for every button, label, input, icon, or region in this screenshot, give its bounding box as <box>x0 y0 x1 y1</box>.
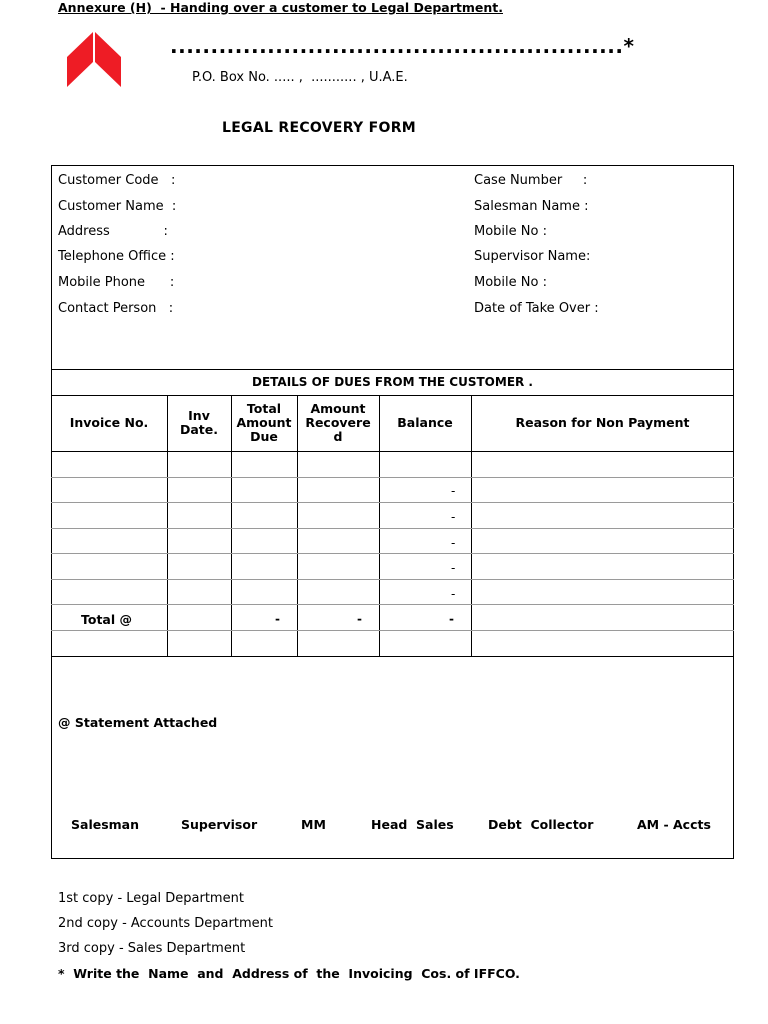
total-row-label: Total @ <box>81 612 133 627</box>
balance-cell: - <box>451 587 456 601</box>
row-divider <box>51 553 734 554</box>
column-header-invoice-no: Invoice No. <box>69 415 149 430</box>
copy-accounts: 2nd copy - Accounts Department <box>58 916 273 931</box>
field-supervisor-mobile: Mobile No : <box>474 275 547 290</box>
form-box <box>51 165 734 859</box>
divider <box>51 451 734 452</box>
field-case-number: Case Number : <box>474 173 588 188</box>
balance-cell: - <box>451 561 456 575</box>
column-header-reason: Reason for Non Payment <box>515 415 690 430</box>
total-amount-due-value: - <box>275 612 280 626</box>
annexure-title: Annexure (H) - Handing over a customer to Legal Department. <box>58 0 503 15</box>
balance-cell: - <box>451 510 456 524</box>
row-divider <box>51 502 734 503</box>
signatory-head-sales: Head Sales <box>371 817 454 832</box>
field-address: Address : <box>58 224 168 239</box>
field-supervisor-name: Supervisor Name: <box>474 249 591 264</box>
field-customer-name: Customer Name : <box>58 199 177 214</box>
row-divider <box>51 477 734 478</box>
field-date-of-take-over: Date of Take Over : <box>474 301 599 316</box>
form-title: LEGAL RECOVERY FORM <box>221 120 417 136</box>
balance-cell: - <box>451 536 456 550</box>
company-logo <box>66 31 122 89</box>
copy-legal: 1st copy - Legal Department <box>58 891 244 906</box>
column-header-balance: Balance <box>397 415 453 430</box>
balance-cell: - <box>451 484 456 498</box>
column-header-amount-recovered: Amount Recovere d <box>305 401 371 444</box>
signatory-debt-collector: Debt Collector <box>488 817 594 832</box>
column-header-inv-date: Inv Date. <box>179 408 218 437</box>
copy-sales: 3rd copy - Sales Department <box>58 941 246 956</box>
row-divider <box>51 604 734 605</box>
column-header-total-amount-due: Total Amount Due <box>236 401 292 444</box>
total-amount-recovered-value: - <box>357 612 362 626</box>
row-divider <box>51 579 734 580</box>
dues-section-title: DETAILS OF DUES FROM THE CUSTOMER . <box>252 375 533 389</box>
footnote: * Write the Name and Address of the Invoicing Cos. of IFFCO. <box>58 966 520 981</box>
field-contact-person: Contact Person : <box>58 301 174 316</box>
signatory-am-accts: AM - Accts <box>637 817 711 832</box>
signatory-mm: MM <box>301 817 326 832</box>
divider <box>51 656 734 657</box>
row-divider <box>51 528 734 529</box>
field-salesman-mobile: Mobile No : <box>474 224 547 239</box>
field-telephone-office: Telephone Office : <box>58 249 175 264</box>
po-box-line: P.O. Box No. ..... , ........... , U.A.E. <box>192 70 408 85</box>
signatory-supervisor: Supervisor <box>181 817 258 832</box>
signatory-salesman: Salesman <box>71 817 139 832</box>
field-mobile-phone: Mobile Phone : <box>58 275 175 290</box>
total-balance-value: - <box>449 612 454 626</box>
statement-attached-note: @ Statement Attached <box>58 715 218 730</box>
field-customer-code: Customer Code : <box>58 173 176 188</box>
company-name-placeholder: ........................................................* <box>170 34 635 58</box>
row-divider <box>51 630 734 631</box>
field-salesman-name: Salesman Name : <box>474 199 589 214</box>
